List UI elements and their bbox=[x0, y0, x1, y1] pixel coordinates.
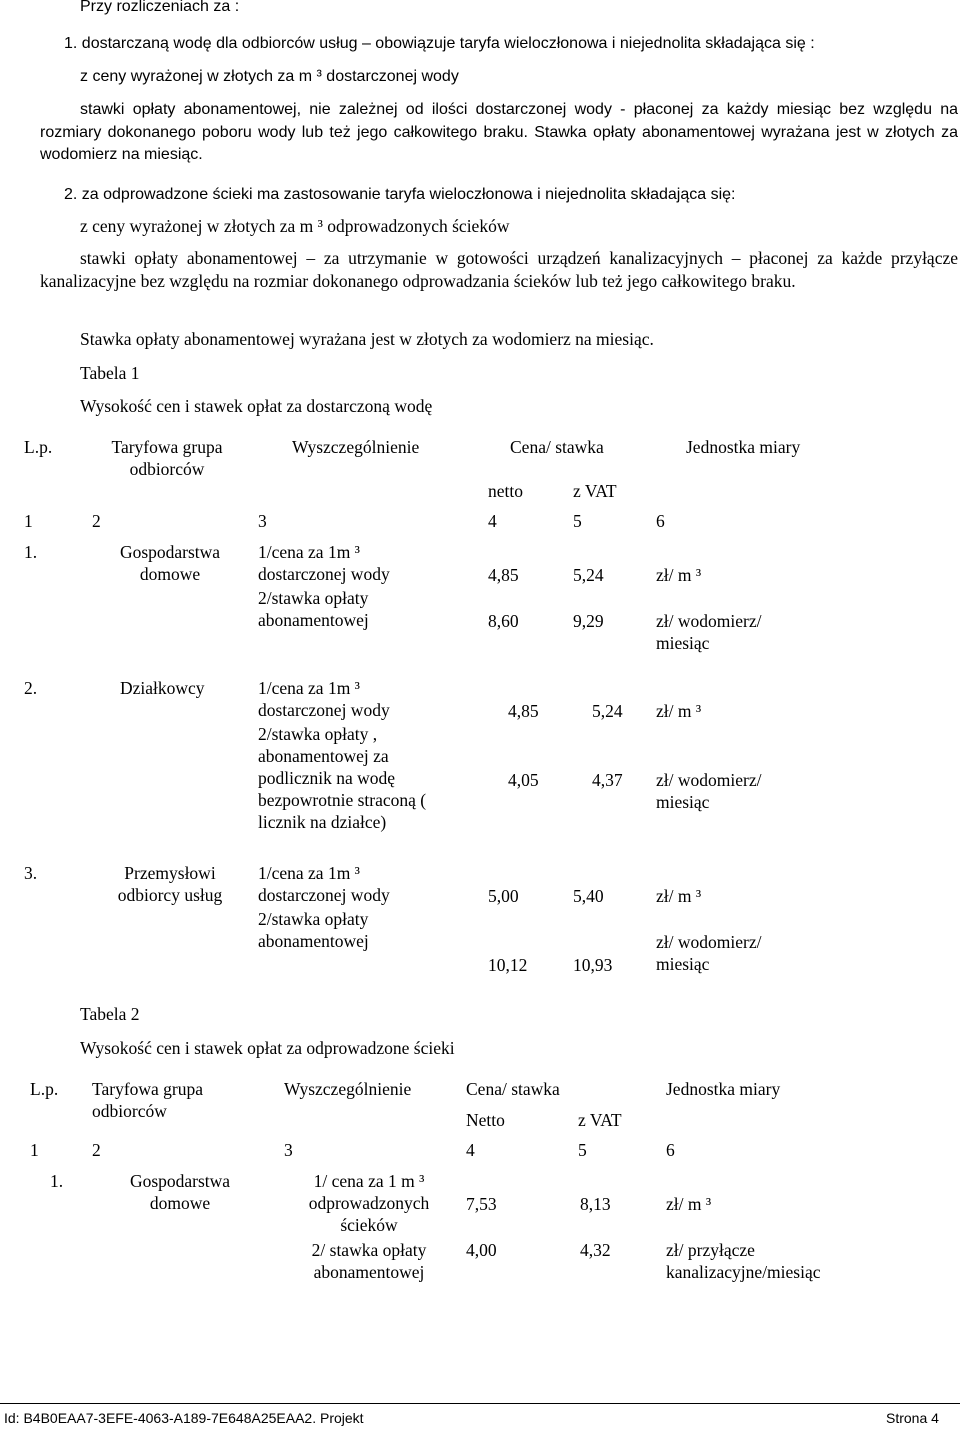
table-1-row-3-netto-1: 5,00 bbox=[488, 886, 519, 906]
table-1-row-3-lp: 3. bbox=[24, 863, 38, 883]
table-2-row-1-spec-1: 1/ cena za 1 m ³ odprowadzonych ścieków bbox=[308, 1171, 430, 1235]
table-2-header-price: Cena/ stawka bbox=[466, 1079, 560, 1099]
table-1-row-3-spec-2: 2/stawka opłaty abonamentowej bbox=[258, 909, 369, 951]
section-1-line: z ceny wyrażonej w złotych za m ³ dostarczonej wody bbox=[80, 68, 459, 85]
table-1-row-3-group: Przemysłowi odbiorcy usług bbox=[117, 863, 223, 905]
table-2-header-vat: z VAT bbox=[578, 1110, 622, 1130]
table-2-header-spec: Wyszczególnienie bbox=[284, 1079, 412, 1099]
table-2-row-1-unit-1: zł/ m ³ bbox=[666, 1194, 712, 1214]
table-1-row-1-spec-2: 2/stawka opłaty abonamentowej bbox=[258, 588, 369, 630]
table-1-row-1-netto-1: 4,85 bbox=[488, 565, 519, 585]
table-2-caption: Tabela 2 bbox=[80, 1004, 140, 1024]
table-1-row-1-vat-2: 9,29 bbox=[573, 611, 604, 631]
table-1-row-2-netto-2: 4,05 bbox=[508, 770, 539, 790]
table-1-col-num: 4 bbox=[488, 511, 497, 531]
table-2-row-1-group: Gospodarstwa domowe bbox=[129, 1171, 231, 1213]
footer-id: Id: B4B0EAA7-3EFE-4063-A189-7E648A25EAA2. Projekt bbox=[4, 1410, 364, 1426]
table-2-row-1-netto-2: 4,00 bbox=[466, 1240, 497, 1260]
section-2-paragraph: stawki opłaty abonamentowej – za utrzymanie w gotowości urządzeń kanalizacyjnych – płaconej za każde przyłącze kanalizacyjne bez względu na rozmiar dokonanego odprowadzania ścieków lub też jego całkowitego braku. bbox=[40, 248, 958, 291]
table-1-row-1-group: Gospodarstwa domowe bbox=[119, 542, 221, 584]
footer-page-number: Strona 4 bbox=[886, 1410, 939, 1426]
table-1-row-1-unit-1: zł/ m ³ bbox=[656, 565, 702, 585]
table-1-row-2-group: Działkowcy bbox=[120, 678, 205, 698]
table-2-row-1-spec-2: 2/ stawka opłaty abonamentowej bbox=[311, 1240, 427, 1282]
table-2-header-netto: Netto bbox=[466, 1110, 505, 1130]
table-1-row-2-netto-1: 4,85 bbox=[508, 701, 539, 721]
section-1-heading: 1. dostarczaną wodę dla odbiorców usług – obowiązuje taryfa wieloczłonowa i niejednolita składająca się : bbox=[64, 35, 815, 52]
table-1-row-2-vat-1: 5,24 bbox=[592, 701, 623, 721]
table-2-row-1-vat-1: 8,13 bbox=[580, 1194, 611, 1214]
table-1-row-2-unit-2: zł/ wodomierz/ miesiąc bbox=[656, 770, 762, 812]
table-2-col-num: 6 bbox=[666, 1140, 675, 1160]
table-1-row-1-lp: 1. bbox=[24, 542, 38, 562]
table-1-row-1-unit-2: zł/ wodomierz/ miesiąc bbox=[656, 611, 762, 653]
intro-text: Przy rozliczeniach za : bbox=[80, 0, 240, 15]
table-1-row-3-unit-2: zł/ wodomierz/ miesiąc bbox=[656, 932, 762, 974]
table-1-header-vat: z VAT bbox=[573, 481, 617, 501]
table-1-header-spec: Wyszczególnienie bbox=[292, 437, 420, 457]
table-1-row-2-lp: 2. bbox=[24, 678, 38, 698]
table-1-col-num: 3 bbox=[258, 511, 267, 531]
section-1-paragraph: stawki opłaty abonamentowej, nie zależnej od ilości dostarczonej wody - płaconej za każdy miesiąc bez względu na rozmiary dokonanego poboru wody lub też jego całkowitego braku. Stawka opłaty abonamentowej wyrażana jest w złotych za wodomierz na miesiąc. bbox=[40, 101, 958, 163]
table-2-row-1-unit-2: zł/ przyłącze kanalizacyjne/miesiąc bbox=[666, 1240, 821, 1282]
table-1-caption: Tabela 1 bbox=[80, 363, 140, 383]
table-1-header-group: Taryfowa grupa odbiorców bbox=[111, 437, 223, 479]
table-2-header-group: Taryfowa grupa odbiorców bbox=[92, 1079, 204, 1121]
table-1-header-unit: Jednostka miary bbox=[686, 437, 801, 457]
table-1-row-1-spec-1: 1/cena za 1m ³ dostarczonej wody bbox=[258, 542, 390, 584]
table-1-row-1-netto-2: 8,60 bbox=[488, 611, 519, 631]
table-1-row-1-vat-1: 5,24 bbox=[573, 565, 604, 585]
table-1-row-2-spec-1: 1/cena za 1m ³ dostarczonej wody bbox=[258, 678, 390, 720]
table-2-row-1-lp: 1. bbox=[50, 1171, 64, 1191]
table-2-header-lp: L.p. bbox=[30, 1079, 59, 1099]
table-1-row-3-unit-1: zł/ m ³ bbox=[656, 886, 702, 906]
section-2-heading: 2. za odprowadzone ścieki ma zastosowanie taryfa wieloczłonowa i niejednolita składająca się: bbox=[64, 186, 736, 203]
table-2-col-num: 5 bbox=[578, 1140, 587, 1160]
section-2-line: z ceny wyrażonej w złotych za m ³ odprowadzonych ścieków bbox=[80, 216, 510, 236]
table-1-header-lp: L.p. bbox=[24, 437, 53, 457]
table-1-col-num: 1 bbox=[24, 511, 33, 531]
table-2-col-num: 3 bbox=[284, 1140, 293, 1160]
table-1-row-2-spec-2: 2/stawka opłaty , abonamentowej za podlicznik na wodę bezpowrotnie straconą ( licznik na działce) bbox=[258, 724, 427, 832]
table-1-row-3-netto-2: 10,12 bbox=[488, 955, 528, 975]
table-2-row-1-vat-2: 4,32 bbox=[580, 1240, 611, 1260]
section-2-note: Stawka opłaty abonamentowej wyrażana jest w złotych za wodomierz na miesiąc. bbox=[80, 329, 654, 349]
table-1-row-3-vat-1: 5,40 bbox=[573, 886, 604, 906]
table-1-row-3-spec-1: 1/cena za 1m ³ dostarczonej wody bbox=[258, 863, 390, 905]
table-1-title: Wysokość cen i stawek opłat za dostarczoną wodę bbox=[80, 396, 433, 416]
table-2-title: Wysokość cen i stawek opłat za odprowadzone ścieki bbox=[80, 1038, 455, 1058]
table-1-col-num: 5 bbox=[573, 511, 582, 531]
table-2-header-unit: Jednostka miary bbox=[666, 1079, 781, 1099]
table-2-col-num: 1 bbox=[30, 1140, 39, 1160]
table-1-row-3-vat-2: 10,93 bbox=[573, 955, 613, 975]
table-1-col-num: 2 bbox=[92, 511, 101, 531]
footer-rule bbox=[0, 1403, 960, 1404]
table-2-row-1-netto-1: 7,53 bbox=[466, 1194, 497, 1214]
table-2-col-num: 4 bbox=[466, 1140, 475, 1160]
table-1-header-price: Cena/ stawka bbox=[510, 437, 604, 457]
table-2-col-num: 2 bbox=[92, 1140, 101, 1160]
table-1-header-netto: netto bbox=[488, 481, 523, 501]
table-1-row-2-vat-2: 4,37 bbox=[592, 770, 623, 790]
table-1-col-num: 6 bbox=[656, 511, 665, 531]
table-1-row-2-unit-1: zł/ m ³ bbox=[656, 701, 702, 721]
